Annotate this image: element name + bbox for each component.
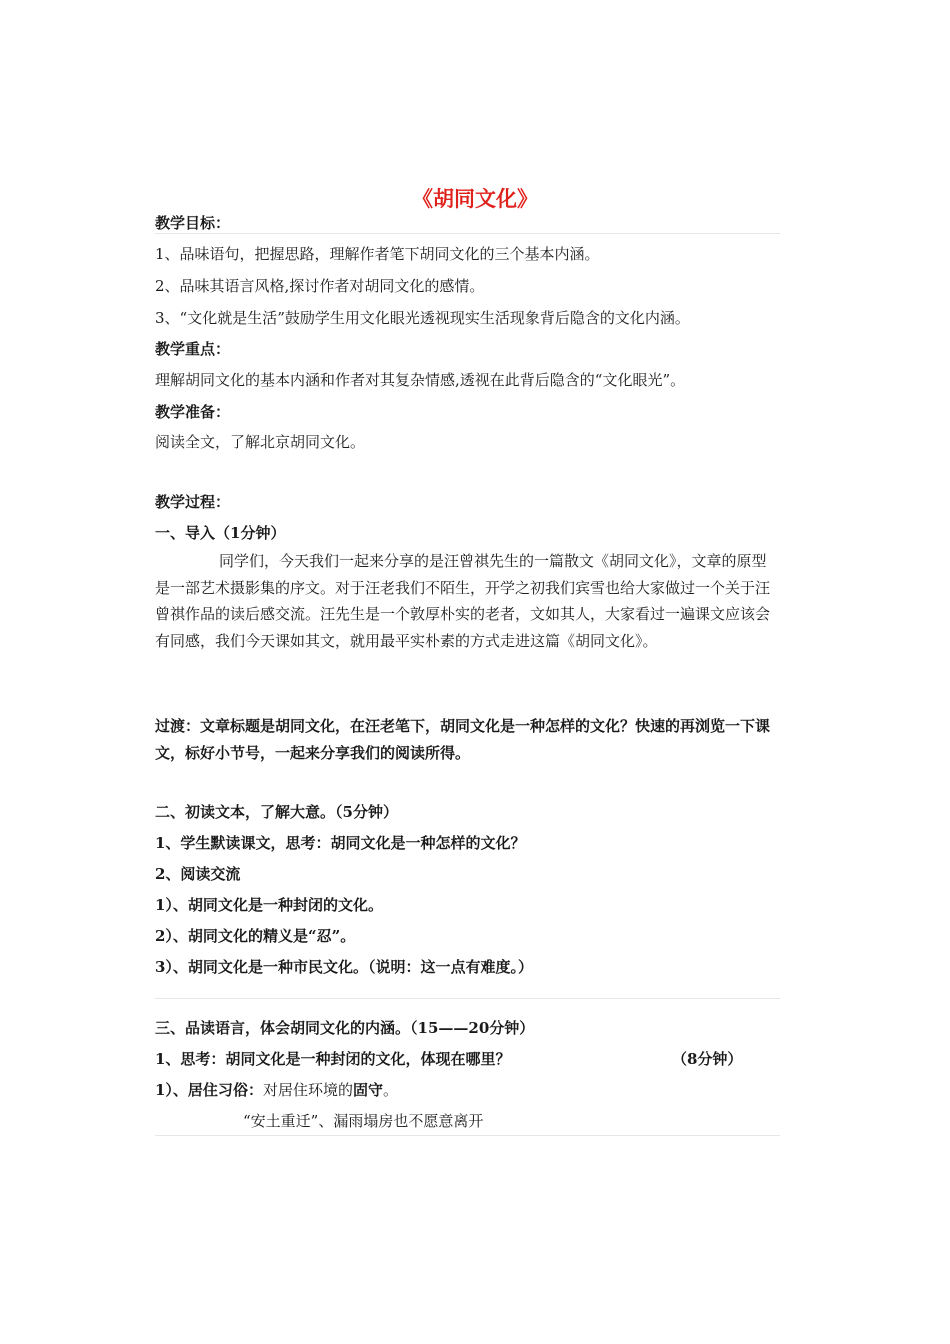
prep-heading: 教学准备： (155, 403, 231, 421)
living-text-end: 。 (382, 1081, 398, 1099)
goal-item: 2、品味其语言风格,探讨作者对胡同文化的感情。 (155, 277, 485, 295)
taste-question: 1、思考：胡同文化是一种封闭的文化，体现在哪里？ (155, 1050, 511, 1068)
living-emphasis: 固守 (352, 1081, 383, 1099)
goals-heading: 教学目标： (155, 214, 231, 232)
prep-text: 阅读全文，了解北京胡同文化。 (155, 433, 366, 451)
read-item: 1）、胡同文化是一种封闭的文化。 (155, 896, 383, 914)
living-text: 对居住环境的 (262, 1081, 353, 1099)
divider (155, 233, 780, 234)
goal-item: 1、品味语句，把握思路，理解作者笔下胡同文化的三个基本内涵。 (155, 245, 600, 263)
read-item: 2、阅读交流 (155, 865, 241, 883)
focus-heading: 教学重点： (155, 340, 231, 358)
quote-line: “安土重迁”、漏雨塌房也不愿意离开 (243, 1112, 484, 1130)
document-title: 《胡同文化》 (412, 187, 538, 211)
read-heading: 二、初读文本，了解大意。（5分钟） (155, 803, 398, 821)
divider (155, 1135, 780, 1136)
taste-question-time: （8分钟） (672, 1050, 743, 1068)
read-item: 1、学生默读课文，思考：胡同文化是一种怎样的文化？ (155, 834, 526, 852)
read-item: 3）、胡同文化是一种市民文化。（说明：这一点有难度。） (155, 958, 533, 976)
divider (155, 998, 780, 999)
transition-paragraph: 过渡：文章标题是胡同文化，在汪老笔下，胡同文化是一种怎样的文化？快速的再浏览一下课文，标好小节号，一起来分享我们的阅读所得。 (155, 717, 771, 762)
taste-heading: 三、品读语言，体会胡同文化的内涵。（15——20分钟） (155, 1019, 535, 1037)
goal-item: 3、“文化就是生活”鼓励学生用文化眼光透视现实生活现象背后隐含的文化内涵。 (155, 309, 690, 327)
intro-paragraph: 同学们，今天我们一起来分享的是汪曾祺先生的一篇散文《胡同文化》，文章的原型是一部艺术摄影集的序文。对于汪老我们不陌生，开学之初我们宾雪也给大家做过一个关于汪曾祺作品的读后感交流。汪先生是一个敦厚朴实的老者，文如其人，大家看过一遍课文应该会有同感，我们今天课如其文，就用最平实朴素的方式走进这篇《胡同文化》。 (155, 552, 771, 650)
living-label: 1）、居住习俗： (155, 1081, 263, 1099)
focus-text: 理解胡同文化的基本内涵和作者对其复杂情感,透视在此背后隐含的“文化眼光”。 (155, 371, 686, 389)
intro-heading: 一、导入（1分钟） (155, 524, 286, 542)
process-heading: 教学过程： (155, 493, 231, 511)
living-customs-line (155, 1080, 398, 1100)
read-item: 2）、胡同文化的精义是“忍”。 (155, 927, 356, 945)
